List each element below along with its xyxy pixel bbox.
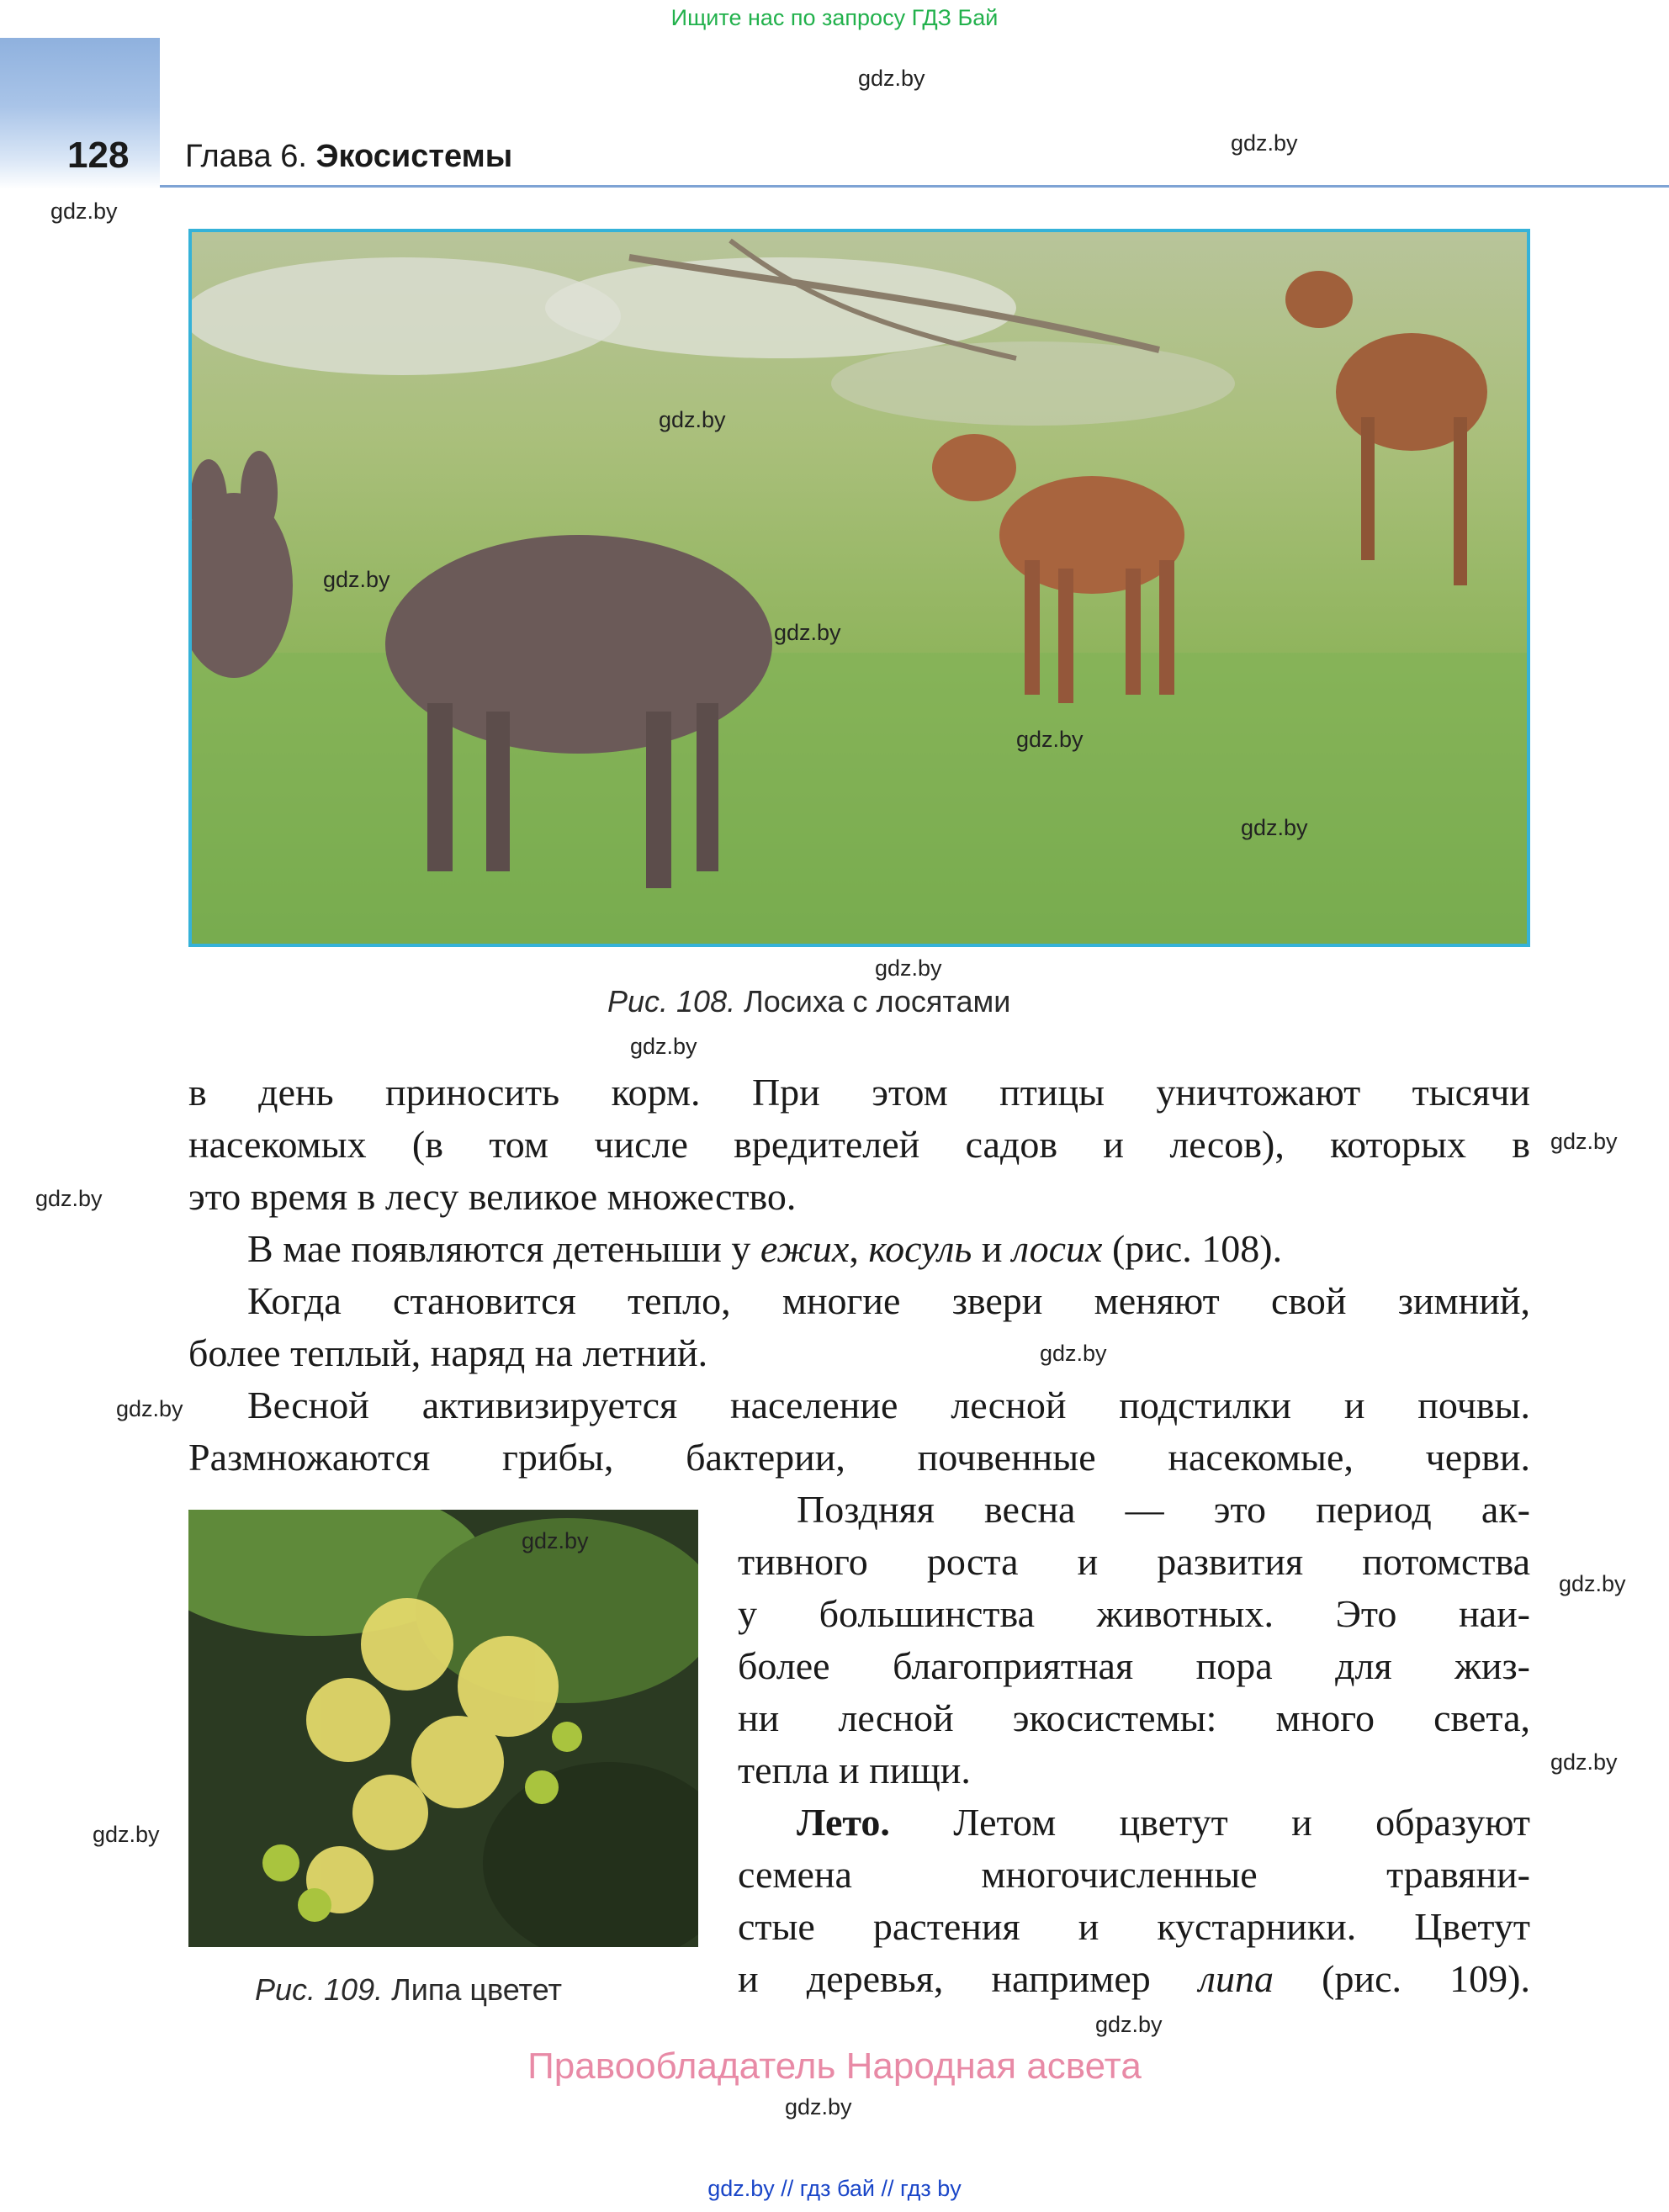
term-linden: липа [1198,1957,1274,2000]
paragraph-6-line-2: семена многочисленные травяни- [738,1853,1530,1896]
figure-109-photo [188,1510,698,1947]
figure-108-number: Рис. 108. [607,984,736,1019]
paragraph-5-line-6: тепла и пищи. [738,1749,971,1791]
figure-109-caption [255,1972,562,2008]
p6-line-4-text: и деревья, например [738,1957,1199,2000]
paragraph-5-line-2: тивного роста и развития потомства [738,1540,1530,1583]
watermark: gdz.by [1016,727,1084,752]
paragraph-4-line-1: Весной активизируется население лесной подстилки и почвы. [247,1384,1530,1426]
term-roe-deer: косуль [868,1227,972,1270]
figure-108-caption [607,984,1010,1019]
watermark: gdz.by [1095,2012,1163,2037]
chapter-heading [185,139,512,175]
page-number: 128 [67,135,130,176]
text-block-full-width [188,1066,1530,1484]
watermark: gdz.by [1231,130,1298,156]
paragraph-2 [188,1223,1530,1275]
paragraph-6-line-1 [738,1797,1530,1849]
footer-links[interactable]: gdz.by // гдз бай // гдз by [707,2176,962,2201]
watermark: gdz.by [659,407,726,432]
chapter-title: Экосистемы [315,139,513,174]
paragraph-3-line-2: более теплый, наряд на летний. [188,1331,708,1374]
watermark: gdz.by [116,1396,183,1421]
watermark: gdz.by [93,1822,160,1847]
paragraph-5-line-5: ни лесной экосистемы: много света, [738,1696,1530,1739]
paragraph-6-line-4 [738,1953,1530,2005]
watermark: gdz.by [50,198,118,224]
figure-109-title: Липа цветет [391,1972,562,2007]
header-divider [160,185,1669,188]
top-banner: Ищите нас по запросу ГДЗ Бай [670,5,999,30]
watermark: gdz.by [1559,1571,1626,1596]
p6-figure-ref: (рис. 109). [1273,1957,1530,2000]
watermark: gdz.by [35,1186,103,1211]
paragraph-1-line-1: в день приносить корм. При этом птицы уничтожают тысячи [188,1071,1530,1114]
paragraph-5-line-1: Поздняя весна — это период ак- [797,1488,1530,1531]
watermark: gdz.by [1241,815,1308,840]
watermark: gdz.by [522,1528,589,1553]
watermark: gdz.by [630,1034,697,1059]
copyright-notice: Правообладатель Народная асвета [527,2045,1142,2087]
watermark: gdz.by [858,66,925,91]
figure-108-title: Лосиха с лосятами [744,984,1011,1019]
watermark: gdz.by [774,620,841,645]
text-block-right-column [738,1484,1530,2005]
figure-109-number: Рис. 109. [255,1972,384,2007]
term-hedgehogs: ежих [760,1227,850,1270]
watermark: gdz.by [1550,1129,1618,1154]
paragraph-1-line-3: это время в лесу великое множество. [188,1175,797,1218]
p6-line-1-text: Летом цветут и образуют [889,1801,1530,1844]
watermark: gdz.by [323,567,390,592]
watermark: gdz.by [1550,1749,1618,1775]
watermark: gdz.by [785,2094,852,2119]
p2-figure-ref: (рис. 108). [1102,1227,1283,1270]
chapter-prefix: Глава 6. [185,139,307,174]
paragraph-6-line-3: стые растения и кустарники. Цветут [738,1905,1530,1948]
paragraph-1-line-2: насекомых (в том числе вредителей садов и лесов), которых в [188,1123,1530,1166]
paragraph-3-line-1: Когда становится тепло, многие звери меняют свой зимний, [247,1279,1530,1322]
paragraph-5-line-3: у большинства животных. Это наи- [738,1592,1530,1635]
paragraph-5-line-4: более благоприятная пора для жиз- [738,1644,1530,1687]
watermark: gdz.by [1040,1341,1107,1366]
term-moose: лосих [1012,1227,1103,1270]
paragraph-4-line-2: Размножаются грибы, бактерии, почвенные насекомые, черви. [188,1436,1530,1479]
section-heading-summer: Лето. [797,1801,890,1844]
watermark: gdz.by [875,955,942,981]
p2-text: В мае появляются детеныши у [247,1227,760,1270]
p2-and: и [972,1227,1012,1270]
p2-comma: , [849,1227,869,1270]
